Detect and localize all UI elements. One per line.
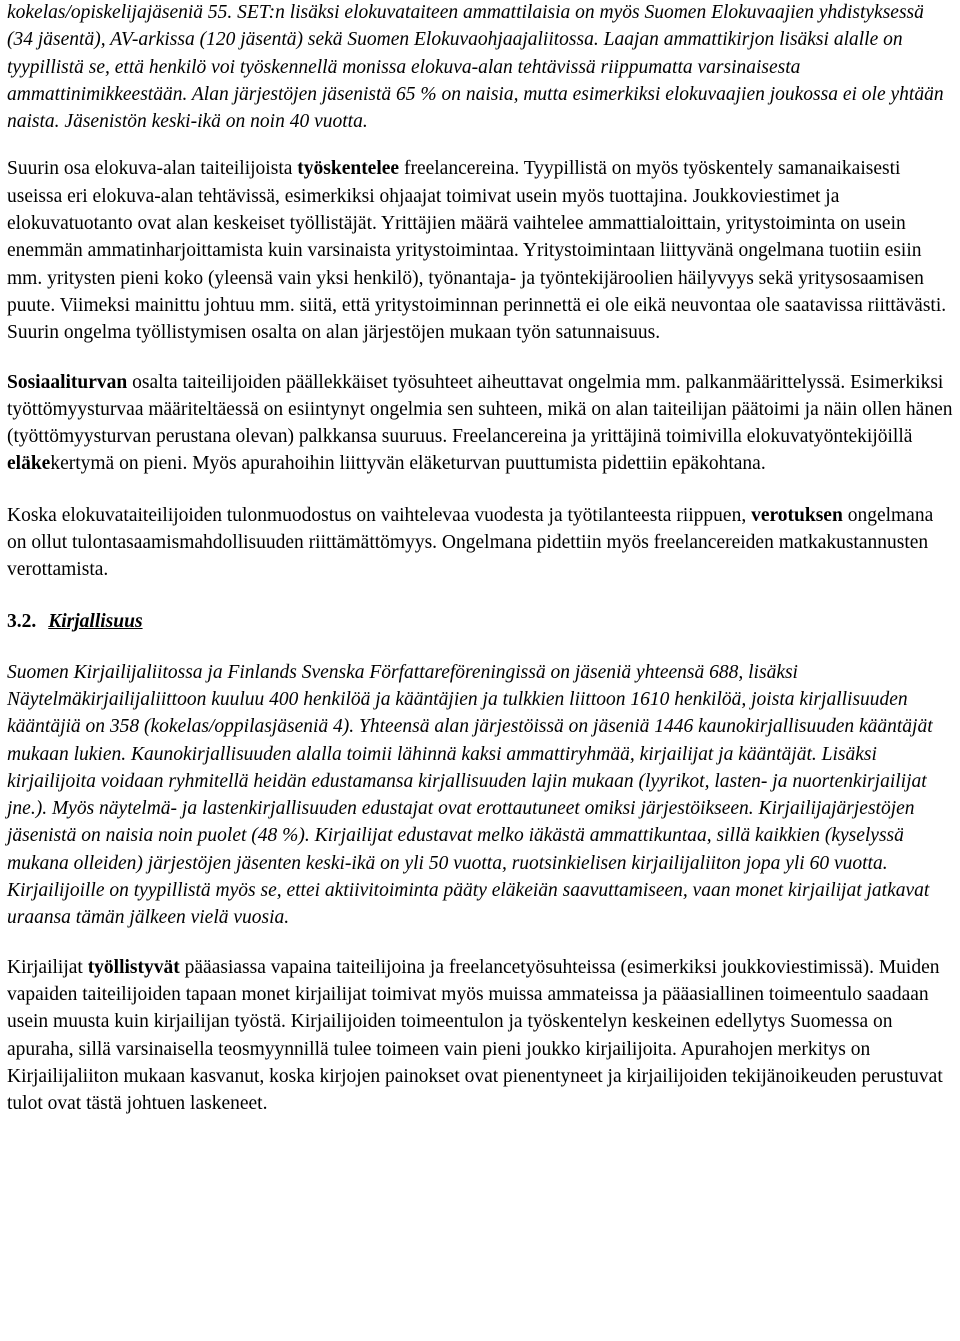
paragraph-text: ongelmana on ollut tulontasaamismahdollisuuden riittämättömyys. Ongelmana pidettiin myös freelancereiden matkakustannusten verottamista.	[7, 504, 934, 581]
paragraph-text: Kirjailijat	[7, 956, 88, 978]
section-heading	[7, 608, 953, 635]
paragraph-film-employment	[7, 155, 953, 346]
paragraph-text: kertymä on pieni. Myös apurahoihin liittyvän eläketurvan puuttumista pidettiin epäkohtana.	[50, 453, 766, 475]
paragraph-film-associations	[7, 0, 953, 135]
paragraph-text: Suomen Kirjailijaliitossa ja Finlands Svenska Författareföreningissä on jäseniä yhteensä 688, lisäksi Näytelmäkirjailijaliittoon kuuluu 400 henkilöä ja kääntäjien ja tulkkien liittoon 1610 henkilöä, joista kirjallisuuden kääntäjiä on 358 (kokelas/oppilasjäseniä 4). Yhteensä alan järjestöissä on jäseniä 1446 kaunokirjallisuuden kääntäjät mukaan lukien. Kaunokirjallisuuden alalla toimii lähinnä kaksi ammattiryhmää, kirjailijat ja kääntäjät. Lisäksi kirjailijoita voidaan ryhmitellä heidän edustamansa kirjallisuuden lajin mukaan (lyyrikot, lasten- ja nuortenkirjailijat jne.). Myös näytelmä- ja lastenkirjallisuuden edustajat ovat erottautuneet omiksi järjestöikseen. Kirjailijajärjestöjen jäsenistä on naisia noin puolet (48 %). Kirjailijat edustavat melko iäkästä ammattikuntaa, sillä kaikkien (kyselyssä mukana olleiden) järjestöjen jäsenten keski-ikä on yli 50 vuotta, ruotsinkielisen kirjailijaliiton jopa yli 60 vuotta. Kirjailijoille on tyypillistä myös se, ettei aktiivitoiminta pääty eläkeiän saavuttamiseen, vaan monet kirjailijat jatkavat uraansa tämän jälkeen vielä vuosia.	[7, 661, 933, 929]
paragraph-text: Koska elokuvataiteilijoiden tulonmuodostus on vaihtelevaa vuodesta ja työtilanteesta riippuen,	[7, 504, 752, 526]
paragraph-text: Suurin osa elokuva-alan taiteilijoista	[7, 158, 298, 180]
paragraph-text: kokelas/opiskelijajäseniä 55. SET:n lisäksi elokuvataiteen ammattilaisia on myös Suomen Elokuvaajien yhdistyksessä (34 jäsentä), AV-arkissa (120 jäsentä) sekä Suomen Elokuvaohjaajaliitossa. Laajan ammattikirjon lisäksi alalle on tyypillistä se, että henkilö voi työskennellä monissa elokuva-alan tehtävissä riippumatta varsinaisesta ammattinimikkeestään. Alan järjestöjen jäsenistä 65 % on naisia, mutta esimerkiksi elokuvaajien joukossa ei ole yhtään naista. Jäsenistön keski-ikä on noin 40 vuotta.	[7, 2, 944, 133]
document-page	[7, 0, 953, 1117]
paragraph-taxation	[7, 502, 953, 584]
paragraph-text: osalta taiteilijoiden päällekkäiset työsuhteet aiheuttavat ongelmia mm. palkanmäärittelyssä. Esimerkiksi työttömyysturvaa määriteltäessä on esiintynyt ongelmia sen suhteen, mikä on alan taiteilijan päätoimi ja näin ollen hänen (työttömyysturvan perustana olevan) palkkansa suuruus. Freelancereina ja yrittäjinä toimivilla elokuvatyöntekijöillä	[7, 371, 953, 448]
paragraph-text: freelancereina. Tyypillistä on myös työskentely samanaikaisesti useissa eri elokuva-alan tehtävissä, esimerkiksi ohjaajat toimivat usein myös tuottajina. Joukkoviestimet ja elokuvatuotanto ovat alan keskeiset työllistäjät. Yrittäjien määrä vaihtelee ammattialoittain, yritystoiminta on usein enemmän ammatinharjoittamista kuin varsinaista yritystoimintaa. Yritystoimintaan liittyvänä ongelmana tuotiin esiin mm. yritysten pieni koko (yleensä vain yksi henkilö), työnantaja- ja työntekijäroolien häilyvyys sekä yritysosaamisen puute. Viimeksi mainittu johtuu mm. siitä, että yritystoiminnan perinnettä ei ole eikä neuvontaa ole saatavissa riittävästi. Suurin ongelma työllistymisen osalta on alan järjestöjen mukaan työn satunnaisuus.	[7, 158, 947, 344]
paragraph-literature-employment	[7, 954, 953, 1118]
bold-keyword: työskentelee	[297, 158, 400, 180]
bold-keyword: eläke	[7, 453, 51, 475]
bold-keyword: Sosiaaliturvan	[7, 371, 128, 393]
paragraph-literature-associations	[7, 659, 953, 932]
bold-keyword: verotuksen	[751, 504, 843, 526]
section-number: 3.2.	[7, 610, 37, 632]
bold-keyword: työllistyvät	[87, 956, 180, 978]
paragraph-text: pääasiassa vapaina taiteilijoina ja freelancetyösuhteissa (esimerkiksi joukkoviestimissä). Muiden vapaiden taiteilijoiden tapaan monet kirjailijat toimivat myös muissa ammateissa ja pääasiallinen toimeentulo saadaan usein muusta kuin kirjailijan työstä. Kirjailijoiden toimeentulon ja työskentelyn keskeinen edellytys Suomessa on apuraha, sillä varsinaisella teosmyynnillä tulee toimeen vain pieni joukko kirjailijoita. Apurahojen merkitys on Kirjailijaliiton mukaan kasvanut, koska kirjojen painokset ovat pienentyneet ja kirjailijoiden tekijänoikeuden perustuvat tulot ovat tästä johtuen laskeneet.	[7, 956, 943, 1115]
paragraph-social-security	[7, 369, 953, 478]
section-title: Kirjallisuus	[48, 610, 143, 632]
